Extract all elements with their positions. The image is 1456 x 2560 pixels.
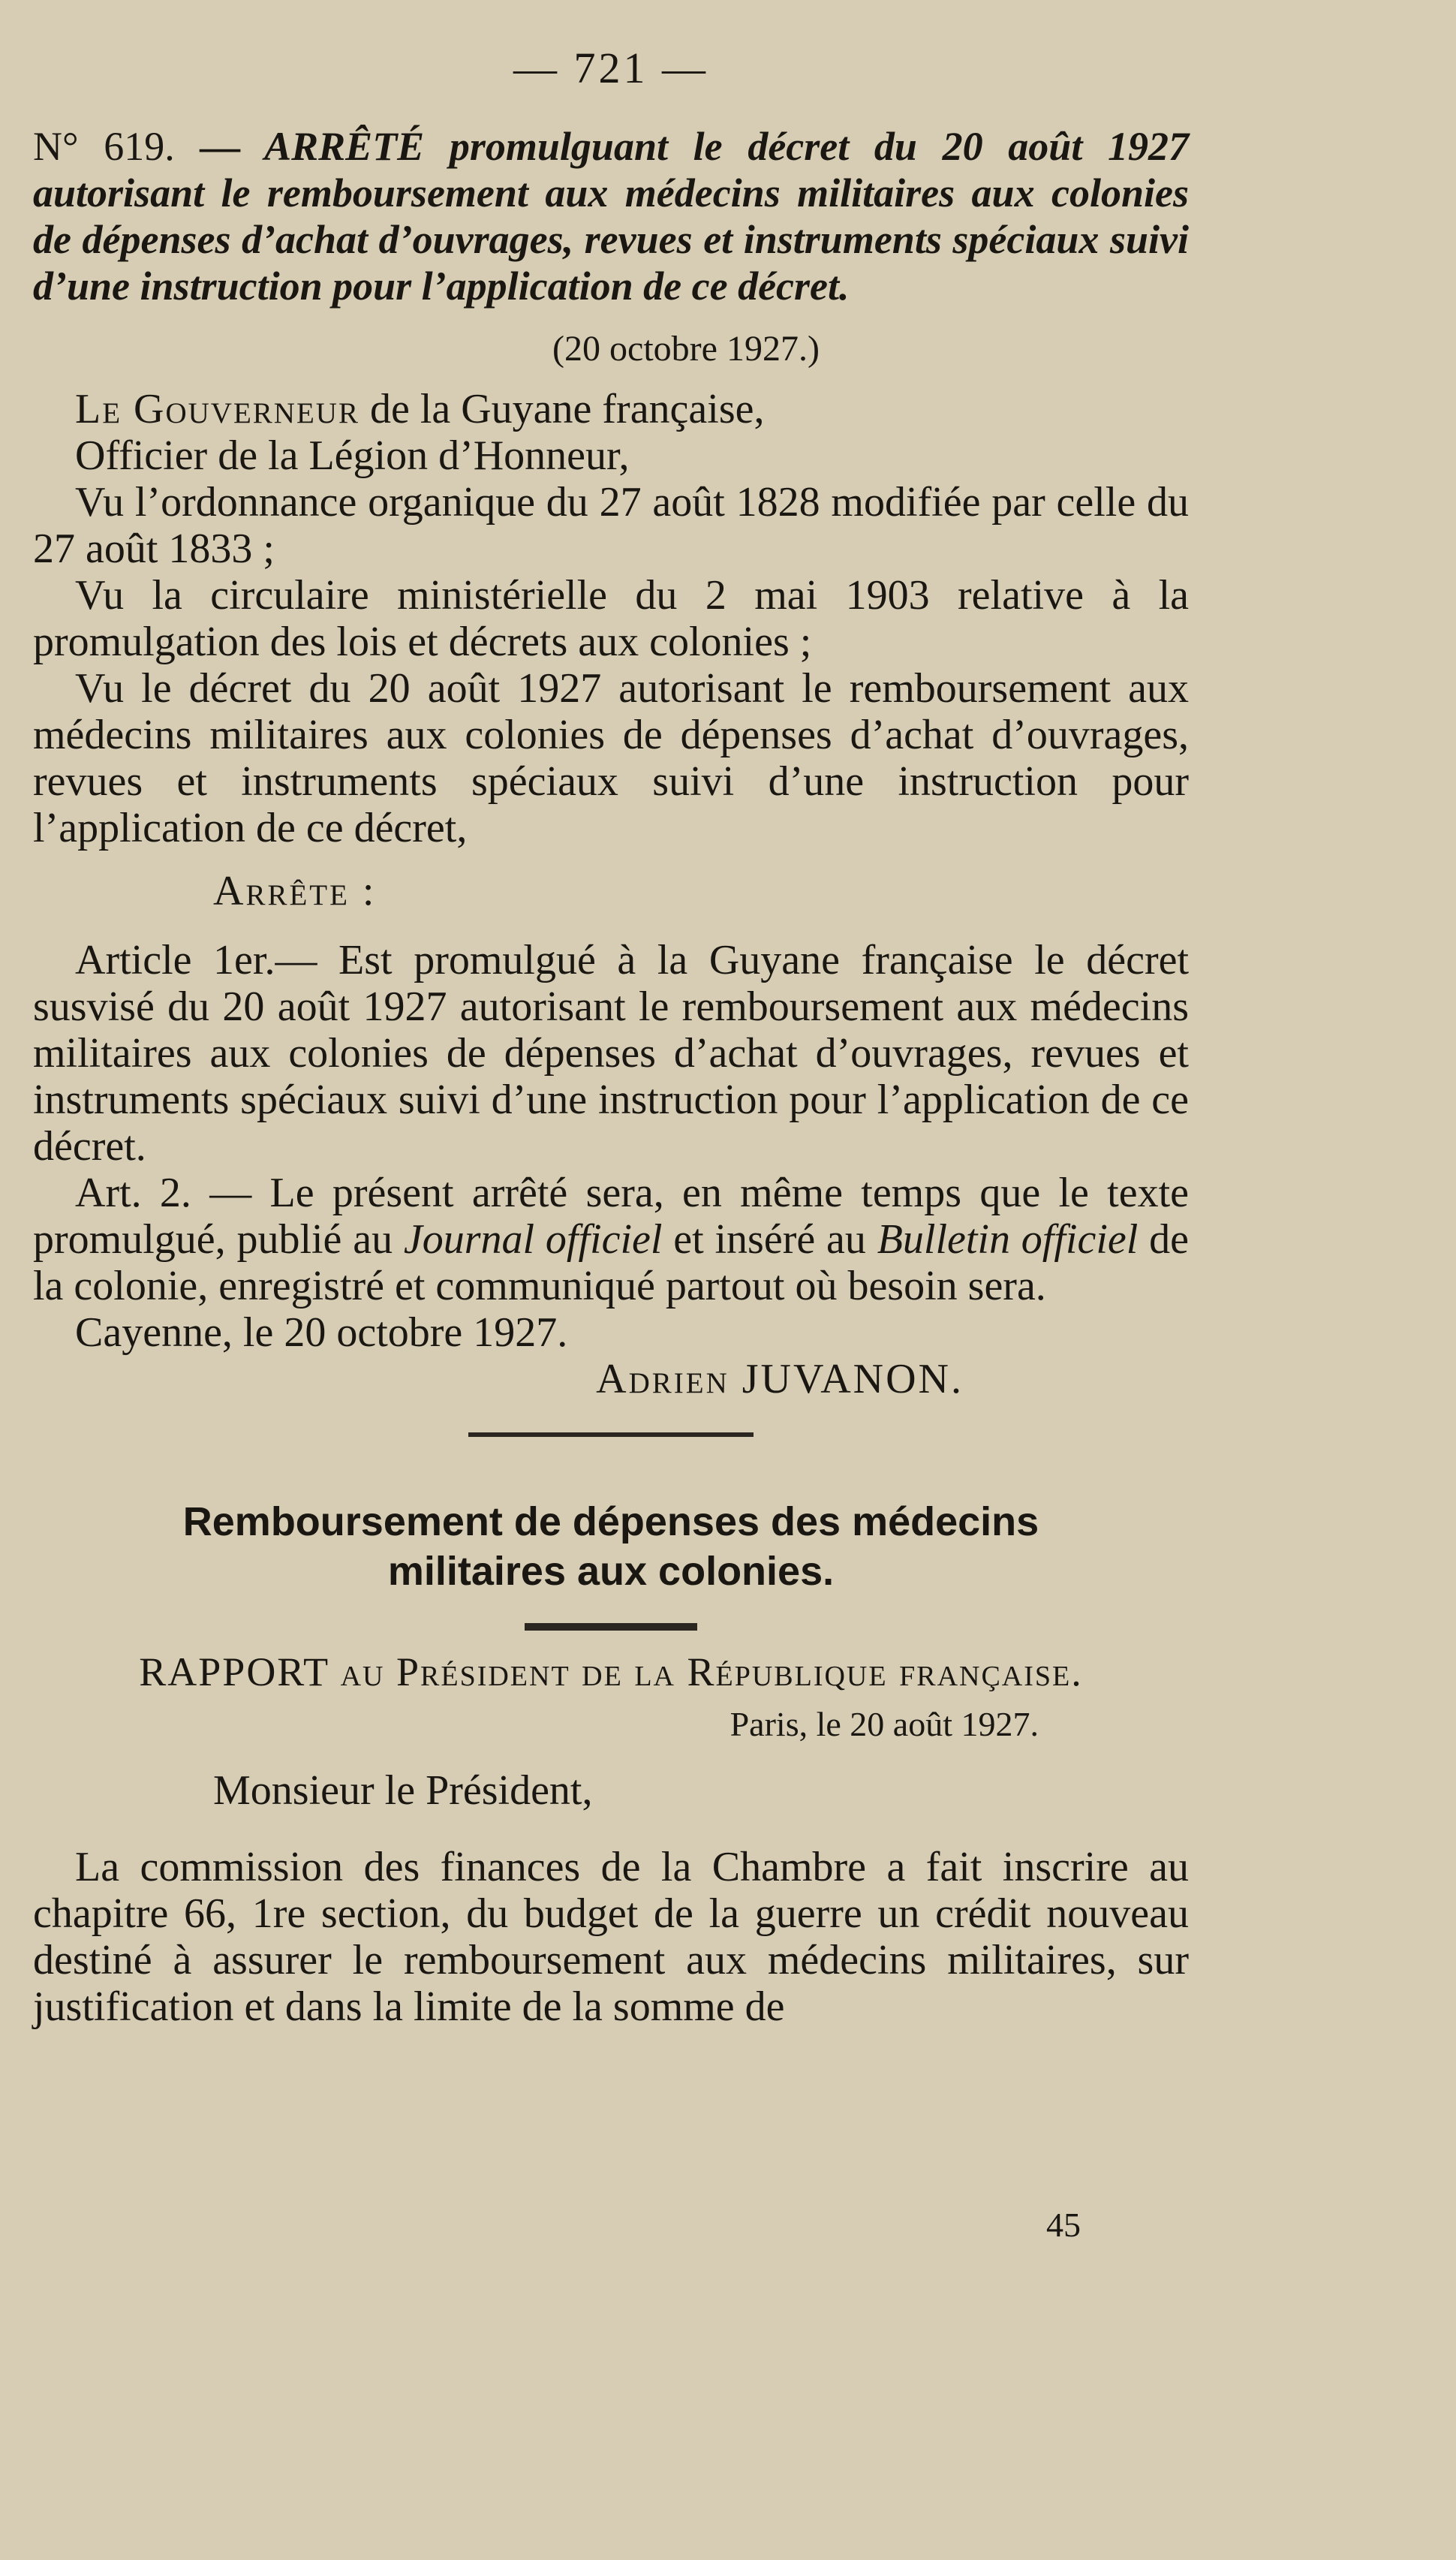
section-heading-line-2: militaires aux colonies. (387, 1549, 835, 1594)
folio-number: 45 (1046, 2206, 1081, 2244)
section-divider (468, 1432, 754, 1437)
decree-date: (20 octobre 1927.) (552, 329, 820, 369)
article-2 (33, 1170, 1189, 1309)
article-1: Article 1er.— Est promulgué à la Guyane française le décret susvisé du 20 août 1927 autorisant le remboursement aux médecins militaires aux colonies de dépenses d’achat d’ouvrages, revues et instruments spéciaux suivi d’une instruction pour l’application de ce décret. (33, 937, 1189, 1170)
governor-rest: de la Guyane française, (359, 386, 765, 432)
heading-underline (525, 1623, 697, 1631)
governor-line (33, 386, 1189, 432)
article-2-mid: et inséré au (662, 1216, 877, 1263)
bulletin-officiel-ref: Bulletin officiel (877, 1216, 1139, 1263)
vu-paragraph-3: Vu le décret du 20 août 1927 autorisant le remboursement aux médecins militaires aux colonies de dépenses d’achat d’ouvrages, revues et instruments spéciaux suivi d’une instruction pour l’application de ce décret, (33, 665, 1189, 851)
salutation: Monsieur le Président, (213, 1767, 593, 1814)
arrete-label: Arrête : (213, 868, 377, 914)
decree-title-text: — ARRÊTÉ promulguant le décret du 20 août 1927 autorisant le remboursement aux médecins militaires aux colonies de dépenses d’achat d’ouvrages, revues et instruments spéciaux suivi d’une instruction pour l’application de ce décret. (33, 124, 1190, 309)
place-date: Cayenne, le 20 octobre 1927. (75, 1309, 568, 1356)
section-heading-line-1: Remboursement de dépenses des médecins (182, 1499, 1039, 1544)
page-number: — 721 — (513, 44, 708, 92)
journal-officiel-ref: Journal officiel (403, 1216, 663, 1263)
decree-number: N° 619. (33, 124, 175, 169)
text-column (33, 45, 1189, 2030)
decree-title (33, 123, 1189, 309)
signer-name: Adrien JUVANON. (596, 1356, 964, 1402)
article-2-start: Art. 2. — Le présent arrêté sera, en même temps que le texte promulgué, publié au (33, 1170, 1189, 1263)
vu-paragraph-1: Vu l’ordonnance organique du 27 août 1828 modifiée par celle du 27 août 1833 ; (33, 479, 1189, 572)
officer-line: Officier de la Légion d’Honneur, (75, 432, 630, 479)
vu-paragraph-2: Vu la circulaire ministérielle du 2 mai 1903 relative à la promulgation des lois et décrets aux colonies ; (33, 572, 1189, 665)
governor-label: Le Gouverneur (75, 386, 359, 432)
report-date: Paris, le 20 août 1927. (730, 1705, 1039, 1743)
report-title: RAPPORT au Président de la République française. (139, 1649, 1083, 1694)
report-body: La commission des finances de la Chambre a fait inscrire au chapitre 66, 1re section, du budget de la guerre un crédit nouveau destiné à assurer le remboursement aux médecins militaires, sur justification et dans la limite de la somme de (33, 1844, 1189, 2030)
article-2-end: de la colonie, enregistré et communiqué partout où besoin sera. (33, 1216, 1189, 1309)
